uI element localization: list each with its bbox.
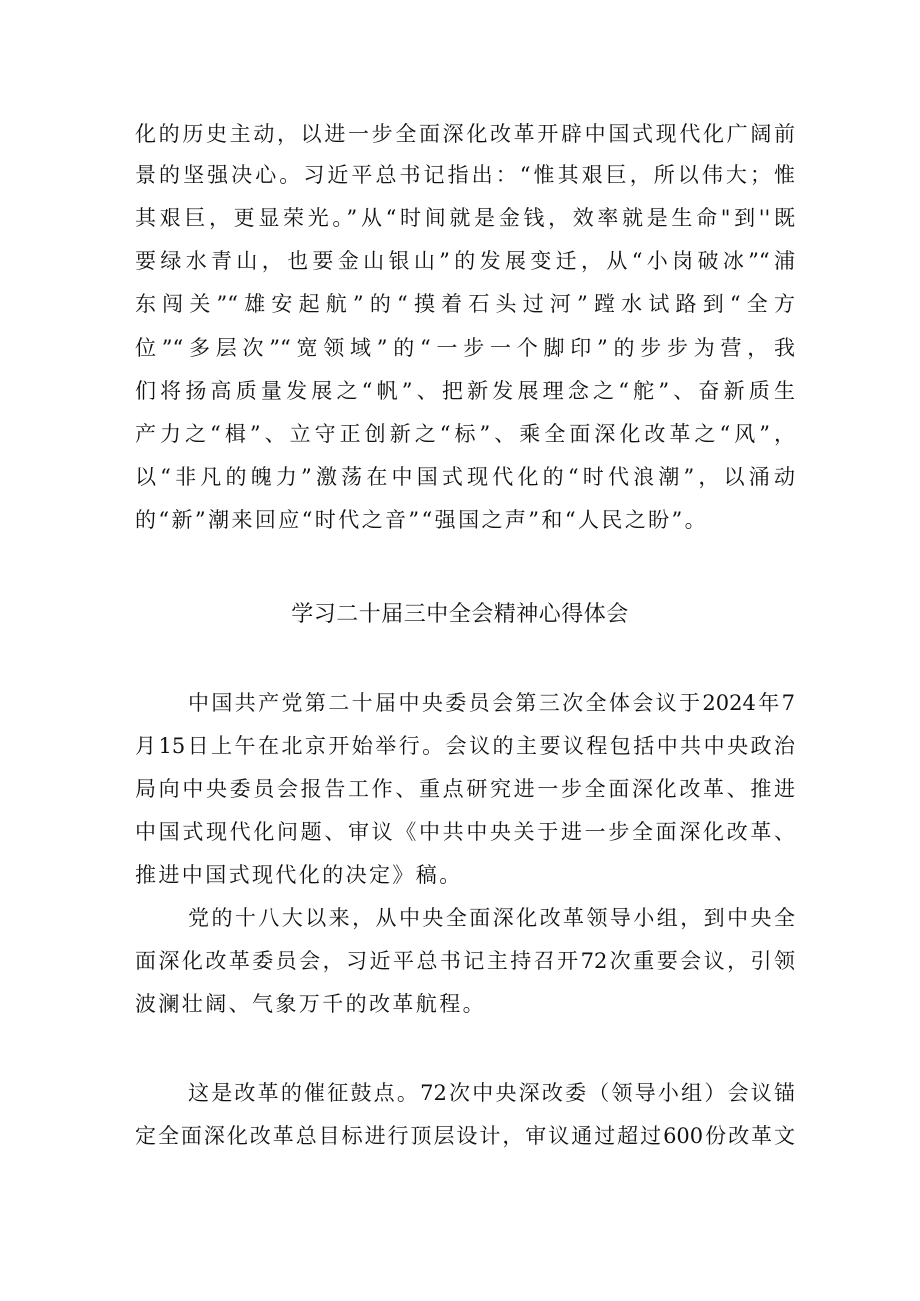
text-line: 这是改革的催征鼓点。72次中央深改委（领导小组）会议锚 xyxy=(188,1081,795,1105)
text-line: 局向中央委员会报告工作、重点研究进一步全面深化改革、推进 xyxy=(135,777,795,801)
text-line: 景的坚强决心。习近平总书记指出：“惟其艰巨，所以伟大；惟 xyxy=(135,163,795,187)
text-line: 中国式现代化问题、审议《中共中央关于进一步全面深化改革、 xyxy=(135,820,795,844)
text-line: 波澜壮阔、气象万千的改革航程。 xyxy=(135,992,486,1016)
text-line: 化的历史主动，以进一步全面深化改革开辟中国式现代化广阔前 xyxy=(135,122,795,146)
text-line: 位”“多层次”“宽领域”的“一步一个脚印”的步步为营，我 xyxy=(135,336,795,360)
text-line: 东闯关”“雄安起航”的“摸着石头过河”蹚水试路到“全方 xyxy=(135,292,795,316)
text-line: 中国共产党第二十届中央委员会第三次全体会议于2024年7 xyxy=(188,691,795,715)
text-line: 其艰巨，更显荣光。”从“时间就是金钱，效率就是生命"到''既 xyxy=(135,206,795,230)
text-line: 定全面深化改革总目标进行顶层设计，审议通过超过600份改革文 xyxy=(135,1124,795,1148)
text-line: 们将扬高质量发展之“帆”、把新发展理念之“舵”、奋新质生 xyxy=(135,379,795,403)
text-line: 要绿水青山，也要金山银山”的发展变迁，从“小岗破冰”“浦 xyxy=(135,249,795,273)
text-line: 党的十八大以来，从中央全面深化改革领导小组，到中央全 xyxy=(188,906,795,930)
text-line: 的“新”潮来回应“时代之音”“强国之声”和“人民之盼”。 xyxy=(135,508,709,532)
text-line: 面深化改革委员会，习近平总书记主持召开72次重要会议，引领 xyxy=(135,949,795,973)
text-line: 推进中国式现代化的决定》稿。 xyxy=(135,863,463,887)
section-heading: 学习二十届三中全会精神心得体会 xyxy=(291,602,629,627)
text-line: 以“非凡的魄力”激荡在中国式现代化的“时代浪潮”，以涌动 xyxy=(135,465,795,489)
text-line: 产力之“楫”、立守正创新之“标”、乘全面深化改革之“风”， xyxy=(135,422,795,446)
text-line: 月15日上午在北京开始举行。会议的主要议程包括中共中央政治 xyxy=(135,734,795,758)
